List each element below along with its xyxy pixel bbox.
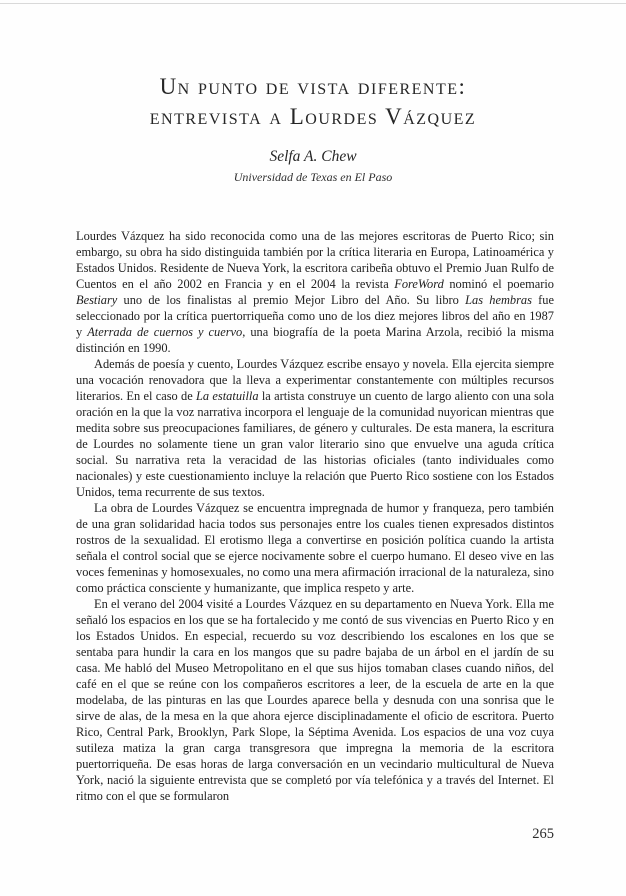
article-title — [0, 72, 626, 132]
italic-work-title: La estatuilla — [196, 389, 259, 403]
italic-work-title: ForeWord — [394, 277, 444, 291]
article-title-line-2: entrevista a Lourdes Vázquez — [149, 104, 477, 129]
body-text — [76, 228, 554, 804]
italic-work-title: Aterrada de cuernos y cuervo — [87, 325, 243, 339]
italic-work-title: Bestiary — [76, 293, 118, 307]
italic-work-title: Las hembras — [465, 293, 532, 307]
article-title-line-1: Un punto de vista diferente: — [159, 74, 467, 99]
author-name: Selfa A. Chew — [269, 148, 357, 165]
page-number: 265 — [532, 826, 554, 842]
paragraph: La obra de Lourdes Vázquez se encuentra impregnada de humor y franqueza, pero también de una gran solidaridad hacia todos sus personajes entre los cuales tienen expresados distintos rostros de la sexualidad. El erotismo llega a convertirse en posición política cuando la artista señala el control social que se ejerce nocivamente sobre el cuerpo humano. El deseo vive en las voces femeninas y homosexuales, no como una mera afirmación irracional de la naturaleza, sino como práctica consciente y humanizante, que implica respeto y arte. — [76, 501, 554, 595]
author-affiliation: Universidad de Texas en El Paso — [233, 170, 393, 184]
author-block — [0, 147, 626, 185]
paragraph: Además de poesía y cuento, Lourdes Vázquez escribe ensayo y novela. Ella ejercita siempre una vocación renovadora que la lleva a experimentar constantemente con múltiples recursos literarios. En el caso de La estatuilla la artista construye un cuento de largo aliento con una sola oración en la que la voz narrativa incorpora el lenguaje de la comunidad nuyorican mientras que medita sobre sus preocupaciones familiares, de género y culturales. De esta manera, la escritura de Lourdes no solamente tiene un gran valor literario sino que envuelve una aguda crítica social. Su narrativa reta la veracidad de las historias oficiales (tanto individuales como nacionales) y este cuestionamiento incluye la relación que Puerto Rico sostiene con los Estados Unidos, tema recurrente de sus textos. — [76, 357, 554, 499]
paragraph: En el verano del 2004 visité a Lourdes Vázquez en su departamento en Nueva York. Ella me señaló los espacios en los que se ha fortalecido y me contó de sus vivencias en Puerto Rico y en los Estados Unidos. En especial, recuerdo su voz describiendo los escalones en los que se sentaba para hundir la cara en los mangos que su padre bajaba de un árbol en el jardín de su casa. Me habló del Museo Metropolitano en el que sus hijos tomaban clases cuando niños, del café en el que se reúne con los compañeros escritores a leer, de la escuela de arte en la que modelaba, de las pinturas en las que Lourdes aparece bella y desnuda con una sonrisa que le sirve de alas, de la mesa en la que ahora ejerce disciplinadamente el oficio de escritora. Puerto Rico, Central Park, Brooklyn, Park Slope, la Séptima Avenida. Los espacios de una voz cuya sutileza matiza la gran carga transgresora que impregna la memoria de la escritora puertorriqueña. De esas horas de larga conversación en un vecindario multicultural de Nueva York, nació la siguiente entrevista que se completó por vía telefónica y a través del Internet. El ritmo con el que se formularon — [76, 597, 554, 803]
scan-edge — [0, 3, 626, 4]
paragraph: Lourdes Vázquez ha sido reconocida como una de las mejores escritoras de Puerto Rico; sin embargo, su obra ha sido distinguida también por la crítica literaria en Europa, Latinoamérica y Estados Unidos. Residente de Nueva York, la escritora caribeña obtuvo el Premio Juan Rulfo de Cuentos en el año 2002 en Francia y en el 2004 la revista ForeWord nominó el poemario Bestiary uno de los finalistas al premio Mejor Libro del Año. Su libro Las hembras fue seleccionado por la crítica puertorriqueña como uno de los diez mejores libros del año en 1987 y Aterrada de cuernos y cuervo, una biografía de la poeta Marina Arzola, recibió la misma distinción en 1990. — [76, 229, 554, 355]
